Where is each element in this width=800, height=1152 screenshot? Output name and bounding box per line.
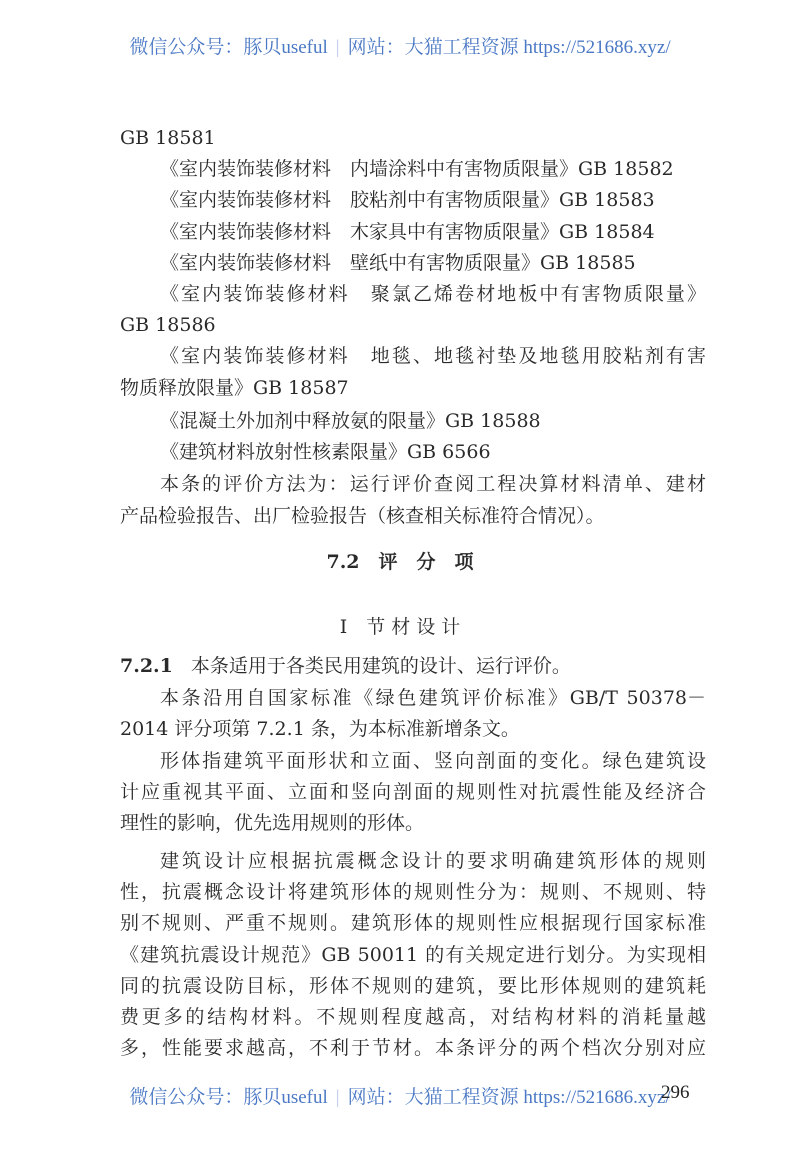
- text-line: 多，性能要求越高，不利于节材。本条评分的两个档次分别对应: [120, 1037, 706, 1059]
- text-line: 《室内装饰装修材料 地毯、地毯衬垫及地毯用胶粘剂有害: [160, 345, 706, 367]
- clause-line: [120, 654, 706, 678]
- text-line: 建筑设计应根据抗震概念设计的要求明确建筑形体的规则: [160, 850, 706, 872]
- text-line: 别不规则、严重不规则。建筑形体的规则性应根据现行国家标准: [120, 912, 706, 934]
- text-line: 费更多的结构材料。不规则程度越高，对结构材料的消耗量越: [120, 1006, 706, 1028]
- text-line: 《室内装饰装修材料 内墙涂料中有害物质限量》GB 18582: [160, 158, 674, 180]
- watermark-separator: |: [335, 1087, 340, 1108]
- clause-text: 本条适用于各类民用建筑的设计、运行评价。: [190, 655, 571, 677]
- text-line: 《建筑材料放射性核素限量》GB 6566: [160, 441, 491, 463]
- text-line: 形体指建筑平面形状和立面、竖向剖面的变化。绿色建筑设: [160, 750, 706, 772]
- section-heading: 7.2 评 分 项: [326, 551, 474, 573]
- clause-number: 7.2.1: [120, 655, 173, 677]
- text-line: 《室内装饰装修材料 胶粘剂中有害物质限量》GB 18583: [160, 189, 655, 211]
- watermark-separator: |: [335, 37, 340, 58]
- text-line: 《室内装饰装修材料 木家具中有害物质限量》GB 18584: [160, 221, 655, 243]
- text-line: 性，抗震概念设计将建筑形体的规则性分为：规则、不规则、特: [120, 881, 706, 903]
- watermark-wechat: 微信公众号：豚贝useful: [129, 1087, 328, 1108]
- text-line: GB 18581: [120, 127, 216, 149]
- text-line: GB 18586: [120, 314, 216, 336]
- text-line: 《建筑抗震设计规范》GB 50011 的有关规定进行划分。为实现相: [120, 944, 706, 966]
- watermark-website: 网站：大猫工程资源 https://521686.xyz/: [347, 37, 671, 58]
- subsection-heading: Ⅰ 节 材 设 计: [339, 616, 461, 638]
- text-line: 物质释放限量》GB 18587: [120, 377, 349, 399]
- text-line: 计应重视其平面、立面和竖向剖面的规则性对抗震性能及经济合: [120, 781, 706, 803]
- text-line: 产品检验报告、出厂检验报告（核查相关标准符合情况）。: [120, 505, 605, 527]
- watermark-header: [0, 32, 800, 59]
- watermark-wechat: 微信公众号：豚贝useful: [129, 37, 328, 58]
- text-line: 2014 评分项第 7.2.1 条，为本标准新增条文。: [120, 718, 520, 740]
- text-line: 同的抗震设防目标，形体不规则的建筑，要比形体规则的建筑耗: [120, 975, 706, 997]
- text-line: 《室内装饰装修材料 聚氯乙烯卷材地板中有害物质限量》: [160, 283, 706, 305]
- text-line: 《混凝土外加剂中释放氨的限量》GB 18588: [160, 410, 541, 432]
- text-line: 《室内装饰装修材料 壁纸中有害物质限量》GB 18585: [160, 252, 636, 274]
- page-number: 296: [661, 1082, 690, 1103]
- text-line: 本条沿用自国家标准《绿色建筑评价标准》GB/T 50378－: [160, 687, 706, 709]
- text-line: 理性的影响，优先选用规则的形体。: [120, 812, 425, 834]
- watermark-website: 网站：大猫工程资源 https://521686.xyz/: [347, 1087, 671, 1108]
- text-line: 本条的评价方法为：运行评价查阅工程决算材料清单、建材: [160, 473, 706, 495]
